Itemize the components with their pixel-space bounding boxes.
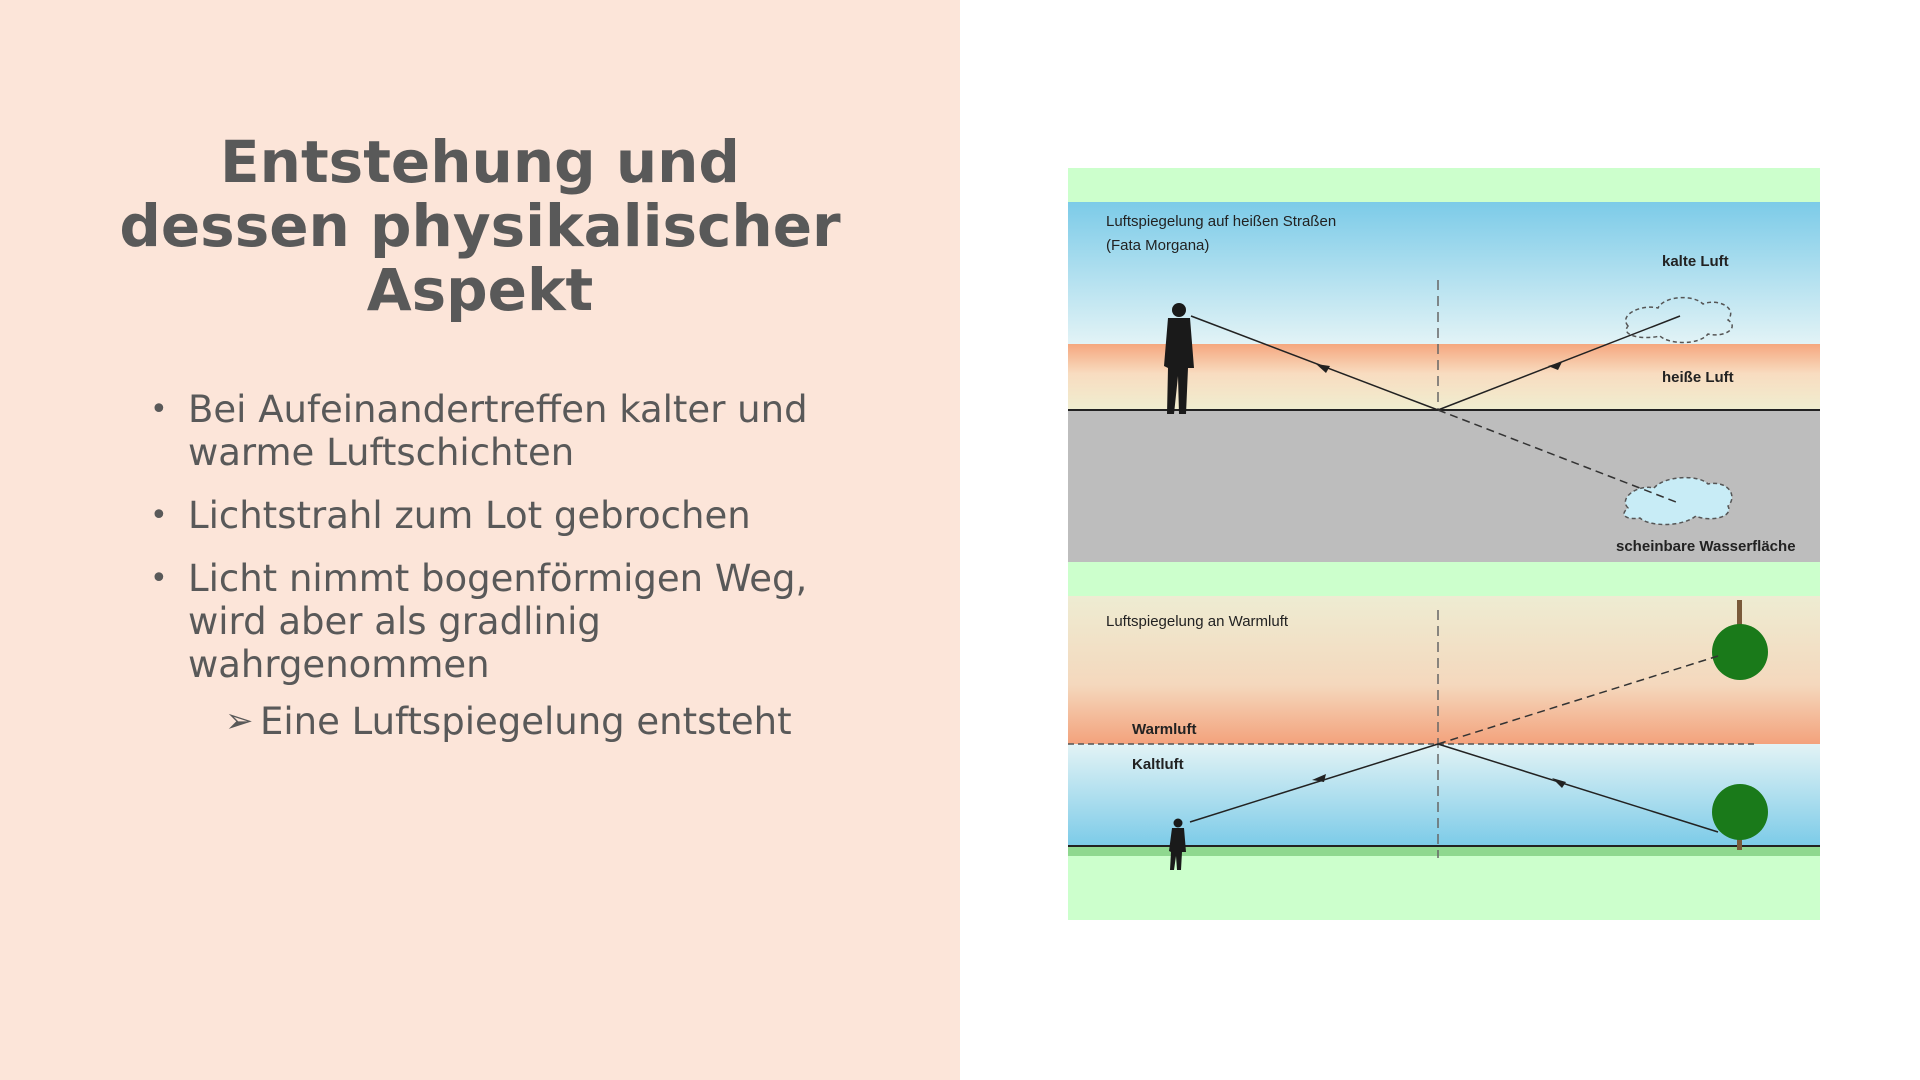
arrow-bullet-icon: ➢	[225, 701, 254, 741]
title-line: Aspekt	[366, 256, 594, 324]
bottom-panel	[1068, 596, 1820, 870]
bottom-diagram-title: Luftspiegelung an Warmluft	[1106, 613, 1289, 630]
bullet-item	[150, 557, 870, 686]
label-hot-air: heiße Luft	[1662, 369, 1734, 386]
bullet-text: Licht nimmt bogenförmigen Weg, wird aber als gradlinig wahrgenommen	[188, 557, 808, 686]
bullet-item	[150, 494, 870, 537]
label-cold-air-bottom: Kaltluft	[1132, 756, 1184, 773]
top-diagram-subtitle: (Fata Morgana)	[1106, 237, 1210, 254]
bullet-list	[150, 388, 870, 743]
mirage-diagram	[1068, 168, 1820, 920]
sub-bullet-text: Eine Luftspiegelung entsteht	[260, 700, 792, 743]
bullet-item	[150, 388, 870, 474]
label-cold-air: kalte Luft	[1662, 253, 1729, 270]
image-panel	[960, 0, 1920, 1080]
top-diagram-title: Luftspiegelung auf heißen Straßen	[1106, 213, 1337, 230]
title-line: Entstehung und	[220, 128, 740, 196]
bullet-text: Bei Aufeinandertreffen kalter und warme Luftschichten	[188, 388, 808, 474]
label-warm-air: Warmluft	[1132, 721, 1197, 738]
label-water-surface: scheinbare Wasserfläche	[1616, 538, 1796, 555]
sub-bullet-item	[150, 700, 870, 743]
slide-title	[110, 130, 850, 322]
bullet-text: Lichtstrahl zum Lot gebrochen	[188, 494, 751, 537]
top-panel	[1068, 202, 1820, 562]
bullet-dot-icon: •	[150, 561, 168, 596]
bullet-dot-icon: •	[150, 498, 168, 533]
title-line: dessen physikalischer	[119, 192, 841, 260]
bullet-dot-icon: •	[150, 392, 168, 427]
